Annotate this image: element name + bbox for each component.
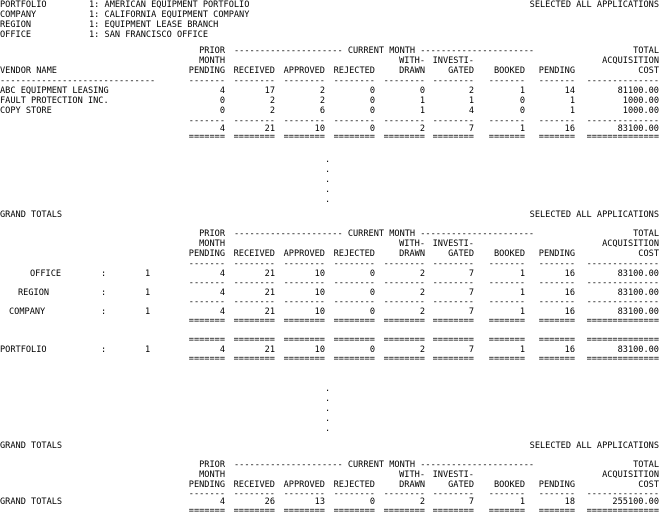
s2-rule: -------- [283,259,325,269]
vendor-row-investigated-cell: 2 [468,86,474,96]
s2b-rule: -------- [432,297,474,307]
s2d-rule: ======= [488,335,525,345]
s2a-rule: ------- [538,278,575,288]
s2c-rule: ======== [233,316,275,326]
s2a-rule: -------------- [586,278,659,288]
s1-rule: ------- [188,76,225,86]
level-label: PORTFOLIO [0,345,47,355]
level-row-pending-cell: 16 [564,345,575,355]
level-colon: : [101,307,107,317]
s2c-rule: ======== [432,316,474,326]
s2-prior-header: MONTH [199,239,225,249]
s2-current-month-header: --------------------- CURRENT MONTH ---------------------- [234,229,535,239]
s1c-rule: ======= [488,132,525,142]
s1-current-month-header: --------------------- CURRENT MONTH ---------------------- [234,46,535,56]
selection-label: SELECTED ALL APPLICATIONS [529,0,659,10]
selection-label: SELECTED ALL APPLICATIONS [529,441,659,451]
level-row-received-cell: 21 [264,345,275,355]
level-row-investigated-cell: 7 [468,307,474,317]
vendor-row-approved-cell: 2 [319,86,325,96]
s1-rule: -------- [283,76,325,86]
vendor-row-withdrawn-cell: 1 [419,96,425,106]
s3-approved-header: APPROVED [283,480,325,490]
level-row-cost-cell: 83100.00 [617,345,659,355]
header-value: 1: CALIFORNIA EQUIPMENT COMPANY [89,10,250,20]
s2-dot: . [325,384,331,394]
s3-rule: ------- [538,489,575,499]
s2-withdrawn-header: DRAWN [399,249,425,259]
s2c-rule: ======= [488,316,525,326]
s2e-rule: ======== [333,354,375,364]
s3-withdrawn-header: WITH- [399,470,425,480]
s3b-rule: ======= [538,506,575,516]
s3-prior-header: MONTH [199,470,225,480]
level-row-booked-cell: 1 [519,307,525,317]
vendor-row-prior-cell: 0 [219,106,225,116]
s2a-rule: -------- [283,278,325,288]
s1b-rule: ------- [488,116,525,126]
s1-rule: ------- [538,76,575,86]
vendor-row-approved-cell: 2 [319,96,325,106]
grand-row-received-cell: 26 [264,497,275,507]
s1-rule: -------------- [586,76,659,86]
vendor-row-prior-cell: 0 [219,96,225,106]
s2e-rule: ============== [586,354,659,364]
grand-row-cost-cell: 255100.00 [612,497,659,507]
s1-pending-header: PENDING [538,66,575,76]
s2a-rule: ------- [488,278,525,288]
header-value: 1: EQUIPMENT LEASE BRANCH [89,20,219,30]
s2c-rule: ======== [333,316,375,326]
vendor-row-rejected-cell: 0 [369,86,375,96]
level-row-prior-cell: 4 [219,269,225,279]
s1-rejected-header: REJECTED [333,66,375,76]
grand-row-investigated-cell: 7 [468,497,474,507]
s2-approved-header: APPROVED [283,249,325,259]
s1c-rule: ======== [432,132,474,142]
s3b-rule: ======== [283,506,325,516]
s3-rule: -------- [383,489,425,499]
vendor-row-investigated-cell: 4 [468,106,474,116]
selection-label: SELECTED ALL APPLICATIONS [529,210,659,220]
s3-total-header: TOTAL [633,460,659,470]
s1-rule: -------- [333,76,375,86]
s2-rule: -------------- [586,259,659,269]
s1c-rule: ======== [283,132,325,142]
vendor-total-prior-cell: 4 [219,124,225,134]
s1b-rule: -------- [383,116,425,126]
s2-total-header: TOTAL [633,229,659,239]
vendor-total-approved-cell: 10 [314,124,325,134]
s1c-rule: ======= [538,132,575,142]
s3-rule: -------- [283,489,325,499]
s2c-rule: ======= [188,316,225,326]
s2-pending-header: PENDING [538,249,575,259]
s2b-rule: -------- [333,297,375,307]
s2d-rule: ======== [283,335,325,345]
header-label: REGION [0,20,32,30]
s3-investigated-header: INVESTI- [432,470,474,480]
s1b-rule: -------- [283,116,325,126]
grand-totals-title: GRAND TOTALS [0,210,63,220]
s3b-rule: ======= [188,506,225,516]
vendor-total-pending-cell: 16 [564,124,575,134]
s3-rule: -------------- [586,489,659,499]
s1-prior-header: PENDING [188,66,225,76]
s2e-rule: ======== [283,354,325,364]
level-row-rejected-cell: 0 [369,288,375,298]
level-row-approved-cell: 10 [314,345,325,355]
level-row-rejected-cell: 0 [369,269,375,279]
s2a-rule: ------- [188,278,225,288]
vendor-row-rejected-cell: 0 [369,96,375,106]
s2e-rule: ======== [432,354,474,364]
s2-dot: . [325,404,331,414]
s1b-rule: ------- [188,116,225,126]
level-number: 1 [145,288,151,298]
vendor-row-pending-cell: 1 [569,106,575,116]
s3-prior-header: PRIOR [199,460,225,470]
s2b-rule: -------- [283,297,325,307]
level-row-rejected-cell: 0 [369,345,375,355]
level-colon: : [101,288,107,298]
vendor-row-rejected-cell: 0 [369,106,375,116]
s2-rule: -------- [233,259,275,269]
level-row-cost-cell: 83100.00 [617,307,659,317]
s2a-rule: -------- [233,278,275,288]
s2-total-header: ACQUISITION [602,239,659,249]
level-row-withdrawn-cell: 2 [419,345,425,355]
s2-rule: -------- [333,259,375,269]
s2-dot: . [325,414,331,424]
s2b-rule: ------- [188,297,225,307]
s2d-rule: ======= [538,335,575,345]
s1-investigated-header: INVESTI- [432,56,474,66]
level-colon: : [101,345,107,355]
s3-prior-header: PENDING [188,480,225,490]
s3-current-month-header: --------------------- CURRENT MONTH ---------------------- [234,460,535,470]
s2d-rule: ======== [383,335,425,345]
grand-row-rejected-cell: 0 [369,497,375,507]
level-row-prior-cell: 4 [219,345,225,355]
s1-dot: . [325,185,331,195]
s2-total-header: COST [638,249,659,259]
s2e-rule: ======== [383,354,425,364]
level-row-booked-cell: 1 [519,345,525,355]
s1-prior-header: PRIOR [199,46,225,56]
vendor-name: FAULT PROTECTION INC. [0,96,109,106]
s1-rule: ------- [488,76,525,86]
level-row-received-cell: 21 [264,269,275,279]
s1-dot: . [325,175,331,185]
s1b-rule: -------- [432,116,474,126]
s2e-rule: ======== [233,354,275,364]
s3-total-header: COST [638,480,659,490]
header-value: 1: AMERICAN EQUIPMENT PORTFOLIO [89,0,250,10]
s1c-rule: ======== [333,132,375,142]
s1c-rule: ============== [586,132,659,142]
level-row-investigated-cell: 7 [468,288,474,298]
s1c-rule: ======= [188,132,225,142]
vendor-row-booked-cell: 1 [519,86,525,96]
grand-row-withdrawn-cell: 2 [419,497,425,507]
s1-dot: . [325,195,331,205]
s3-rule: -------- [432,489,474,499]
s2b-rule: -------- [383,297,425,307]
vendor-total-received-cell: 21 [264,124,275,134]
header-label: PORTFOLIO [0,0,47,10]
vendor-total-rejected-cell: 0 [369,124,375,134]
vendor-total-investigated-cell: 7 [468,124,474,134]
vendor-row-received-cell: 2 [269,106,275,116]
s3-rule: ------- [488,489,525,499]
s1-dot: . [325,155,331,165]
s1-total-header: COST [638,66,659,76]
s3-pending-header: PENDING [538,480,575,490]
s2-dot: . [325,394,331,404]
s3b-rule: ======== [333,506,375,516]
vendor-total-withdrawn-cell: 2 [419,124,425,134]
s2-booked-header: BOOKED [493,249,525,259]
grand-row-approved-cell: 13 [314,497,325,507]
s2b-rule: -------------- [586,297,659,307]
s2b-rule: ------- [538,297,575,307]
level-row-received-cell: 21 [264,307,275,317]
s3b-rule: ======= [488,506,525,516]
header-label: COMPANY [0,10,37,20]
grand-totals-title: GRAND TOTALS [0,441,63,451]
s1-rule: -------- [383,76,425,86]
vendor-name-header: VENDOR NAME [0,66,57,76]
s2d-rule: ======== [432,335,474,345]
s2-prior-header: PRIOR [199,229,225,239]
vendor-row-withdrawn-cell: 0 [419,86,425,96]
s2e-rule: ======= [488,354,525,364]
level-row-investigated-cell: 7 [468,345,474,355]
vendor-total-booked-cell: 1 [519,124,525,134]
s3-booked-header: BOOKED [493,480,525,490]
s2-prior-header: PENDING [188,249,225,259]
s1-dot: . [325,165,331,175]
level-row-approved-cell: 10 [314,269,325,279]
level-row-booked-cell: 1 [519,269,525,279]
level-row-cost-cell: 83100.00 [617,269,659,279]
vendor-total-cost-cell: 83100.00 [617,124,659,134]
level-row-pending-cell: 16 [564,269,575,279]
s3b-rule: ======== [233,506,275,516]
s2a-rule: -------- [333,278,375,288]
vendor-row-received-cell: 17 [264,86,275,96]
s2-rule: ------- [488,259,525,269]
level-number: 1 [145,307,151,317]
s2d-rule: ======= [188,335,225,345]
vendor-row-cost-cell: 1000.00 [622,96,659,106]
grand-row-prior-cell: 4 [219,497,225,507]
s1-total-header: ACQUISITION [602,56,659,66]
level-row-cost-cell: 83100.00 [617,288,659,298]
vendor-row-booked-cell: 0 [519,106,525,116]
vendor-row-received-cell: 2 [269,96,275,106]
level-number: 1 [145,269,151,279]
grand-row-label: GRAND TOTALS [0,497,63,507]
s1c-rule: ======== [383,132,425,142]
level-row-approved-cell: 10 [314,288,325,298]
s1-withdrawn-header: WITH- [399,56,425,66]
s2-dot: . [325,424,331,434]
level-label: REGION [18,288,50,298]
s3-rejected-header: REJECTED [333,480,375,490]
level-number: 1 [145,345,151,355]
s2e-rule: ======= [188,354,225,364]
vendor-name: ABC EQUIPMENT LEASING [0,86,109,96]
s1b-rule: ------- [538,116,575,126]
s2c-rule: ======== [283,316,325,326]
s2-rule: -------- [383,259,425,269]
s2a-rule: -------- [383,278,425,288]
s3b-rule: ======== [383,506,425,516]
s1b-rule: -------- [233,116,275,126]
s2-investigated-header: INVESTI- [432,239,474,249]
level-row-received-cell: 21 [264,288,275,298]
vendor-row-pending-cell: 14 [564,86,575,96]
s2d-rule: ======== [233,335,275,345]
s2d-rule: ======== [333,335,375,345]
s1c-rule: ======== [233,132,275,142]
s1b-rule: -------- [333,116,375,126]
s3-rule: ------- [188,489,225,499]
s2-rejected-header: REJECTED [333,249,375,259]
s1-received-header: RECEIVED [233,66,275,76]
s2-received-header: RECEIVED [233,249,275,259]
s3-received-header: RECEIVED [233,480,275,490]
s3-rule: -------- [233,489,275,499]
s2a-rule: -------- [432,278,474,288]
s1-total-header: TOTAL [633,46,659,56]
s1-withdrawn-header: DRAWN [399,66,425,76]
s3b-rule: ============== [586,506,659,516]
vendor-row-pending-cell: 1 [569,96,575,106]
s3-withdrawn-header: DRAWN [399,480,425,490]
vendor-row-investigated-cell: 1 [468,96,474,106]
header-value: 1: SAN FRANCISCO OFFICE [89,30,208,40]
level-row-booked-cell: 1 [519,288,525,298]
vendor-row-cost-cell: 81100.00 [617,86,659,96]
header-label: OFFICE [0,30,32,40]
s2c-rule: ============== [586,316,659,326]
s3-total-header: ACQUISITION [602,470,659,480]
s1b-rule: -------------- [586,116,659,126]
vendor-row-prior-cell: 4 [219,86,225,96]
level-row-pending-cell: 16 [564,288,575,298]
level-row-prior-cell: 4 [219,288,225,298]
level-row-withdrawn-cell: 2 [419,269,425,279]
s1-booked-header: BOOKED [493,66,525,76]
s1-rule: -------- [233,76,275,86]
s2e-rule: ======= [538,354,575,364]
grand-row-pending-cell: 18 [564,497,575,507]
s2-withdrawn-header: WITH- [399,239,425,249]
s2b-rule: ------- [488,297,525,307]
level-colon: : [101,269,107,279]
level-row-rejected-cell: 0 [369,307,375,317]
s1-rule: -------- [432,76,474,86]
s3b-rule: ======== [432,506,474,516]
vendor-rule: ------------------------------ [0,76,156,86]
level-row-withdrawn-cell: 2 [419,307,425,317]
s1-approved-header: APPROVED [283,66,325,76]
s2b-rule: -------- [233,297,275,307]
vendor-row-approved-cell: 6 [319,106,325,116]
level-label: OFFICE [30,269,62,279]
vendor-row-withdrawn-cell: 1 [419,106,425,116]
s2-rule: ------- [538,259,575,269]
level-row-approved-cell: 10 [314,307,325,317]
vendor-name: COPY STORE [0,106,52,116]
vendor-row-booked-cell: 0 [519,96,525,106]
s1-prior-header: MONTH [199,56,225,66]
s2d-rule: ============== [586,335,659,345]
s2-investigated-header: GATED [448,249,474,259]
s3-investigated-header: GATED [448,480,474,490]
grand-row-booked-cell: 1 [519,497,525,507]
level-row-prior-cell: 4 [219,307,225,317]
level-label: COMPANY [9,307,46,317]
level-row-investigated-cell: 7 [468,269,474,279]
s3-rule: -------- [333,489,375,499]
s2c-rule: ======= [538,316,575,326]
s1-investigated-header: GATED [448,66,474,76]
s2-rule: ------- [188,259,225,269]
s2c-rule: ======== [383,316,425,326]
level-row-pending-cell: 16 [564,307,575,317]
level-row-withdrawn-cell: 2 [419,288,425,298]
s2-rule: -------- [432,259,474,269]
vendor-row-cost-cell: 1000.00 [622,106,659,116]
